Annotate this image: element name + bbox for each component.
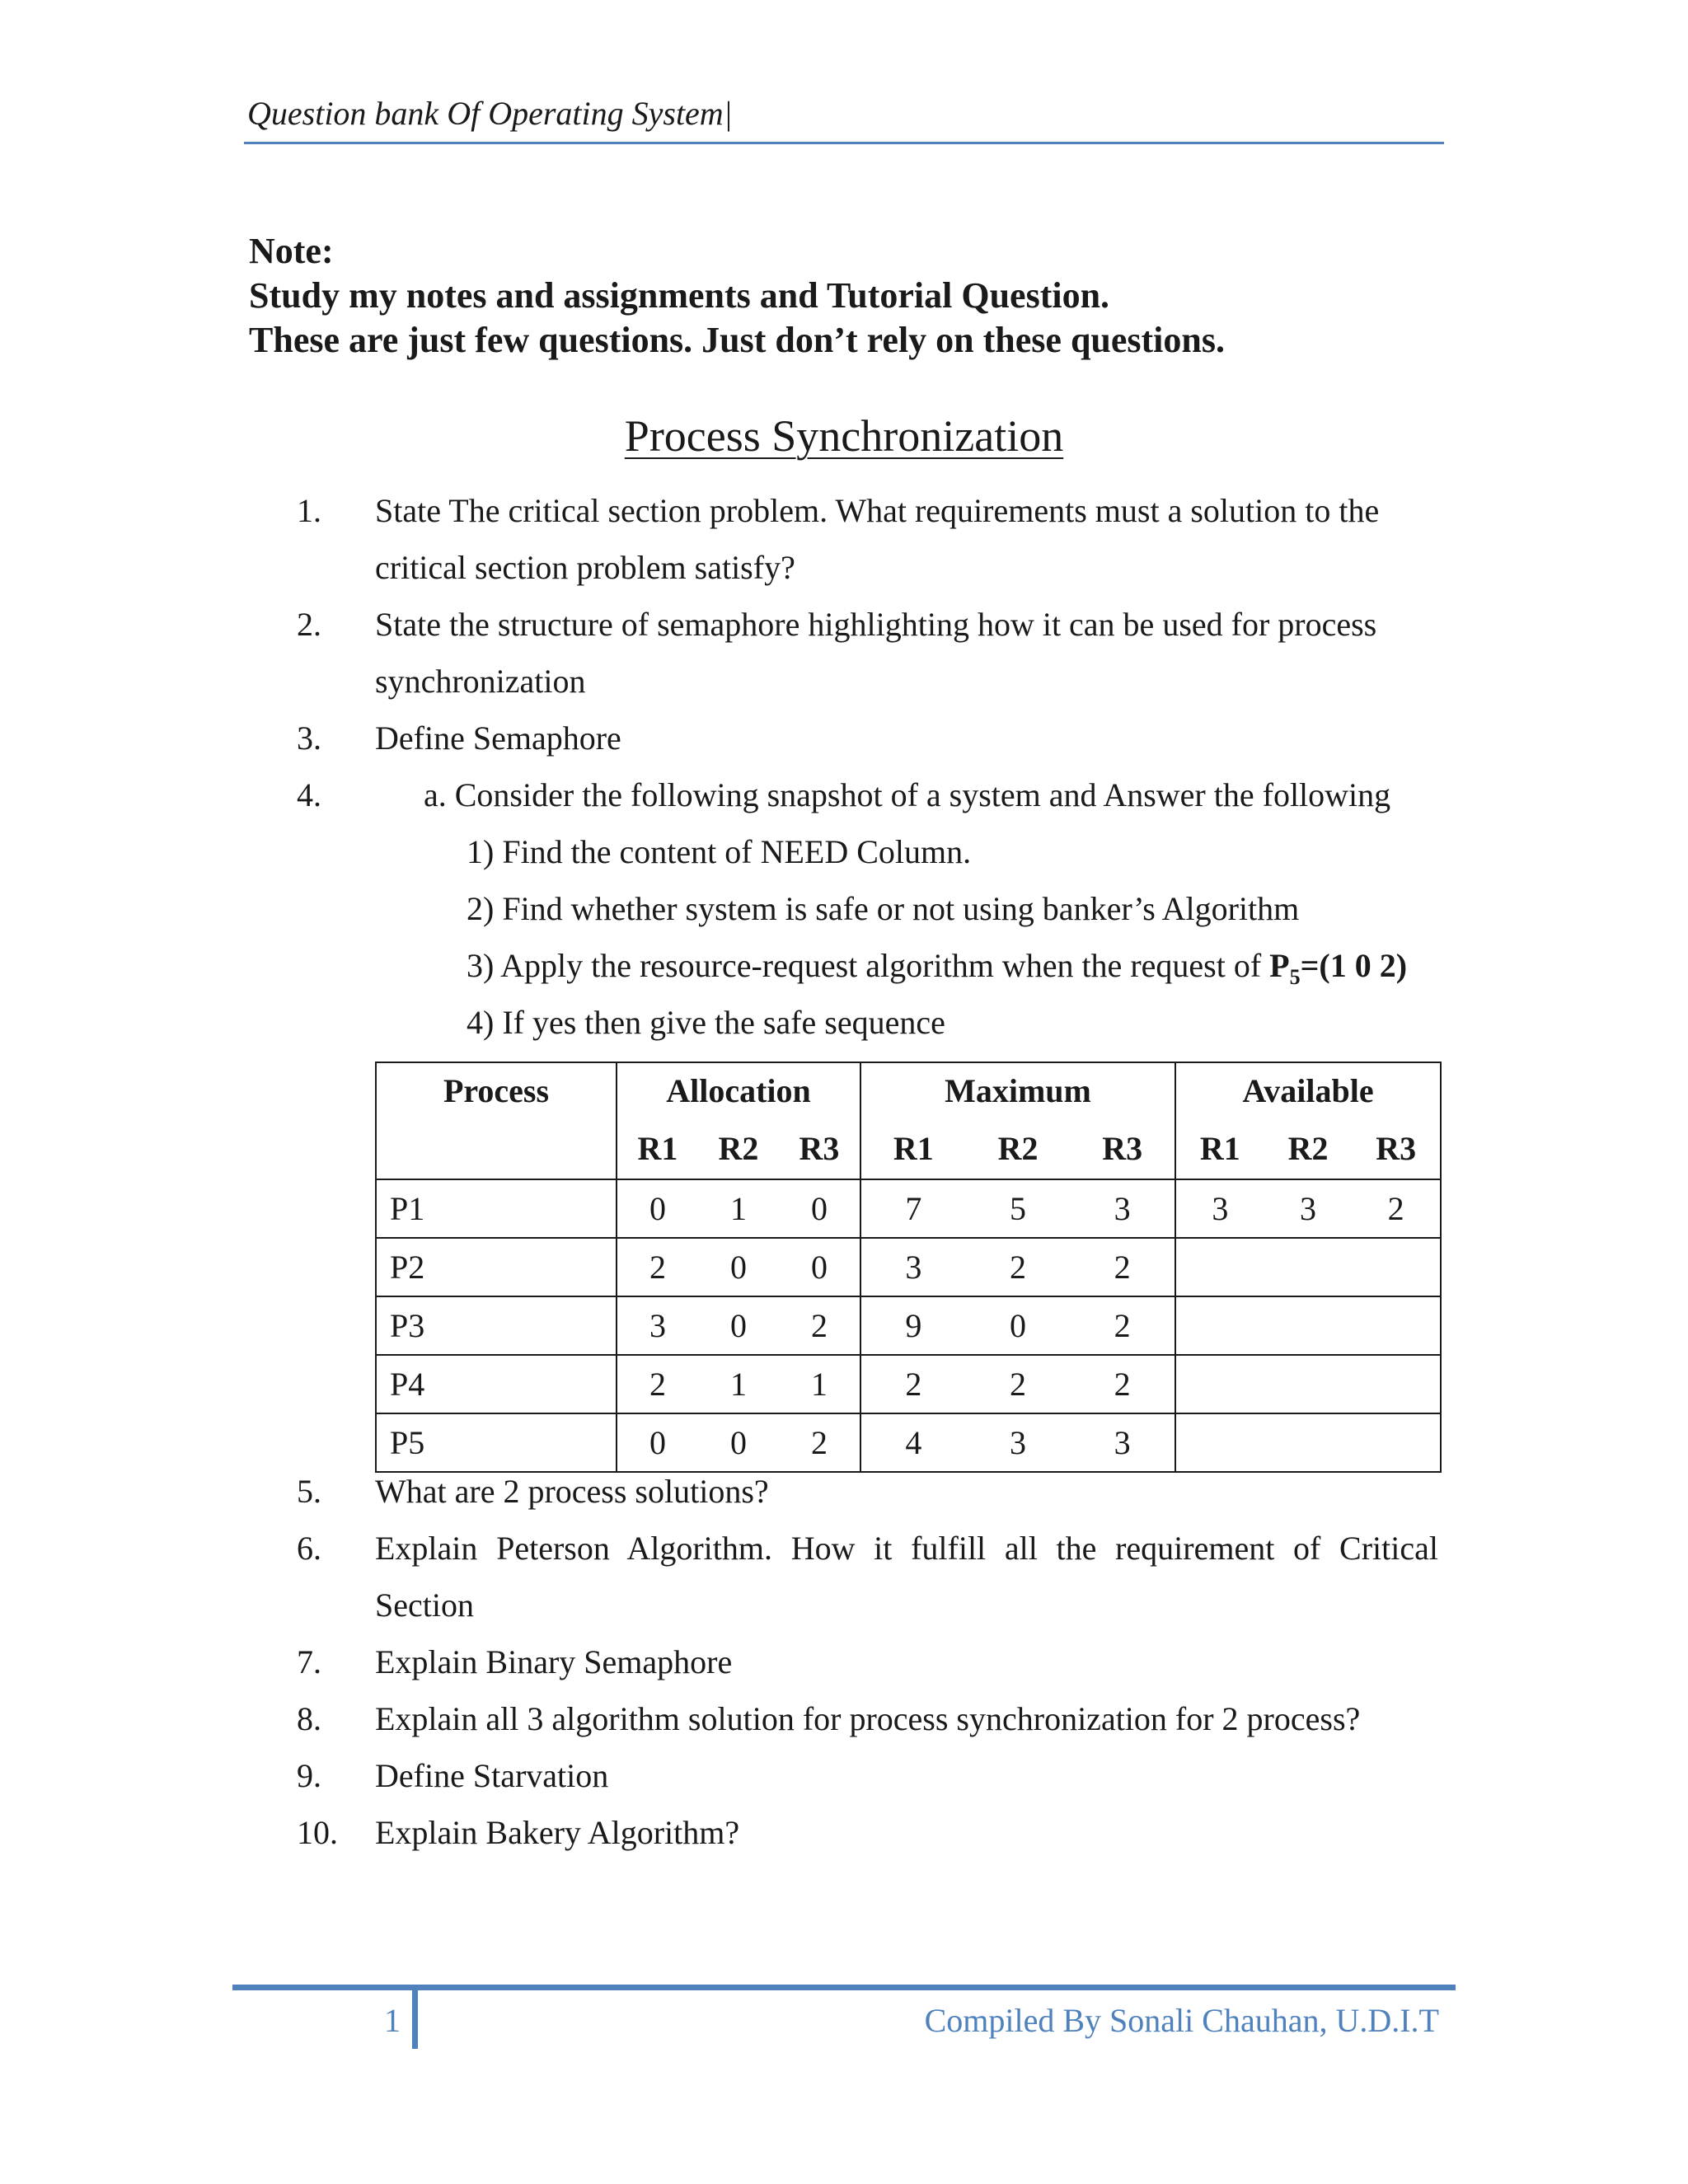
header-r1: R1 xyxy=(1199,1130,1240,1167)
question-number: 9. xyxy=(297,1757,321,1794)
section-title: Process Synchronization xyxy=(624,411,1064,461)
value-cell: 2 xyxy=(1114,1249,1131,1286)
maximum-cell xyxy=(860,1355,1175,1413)
value-cell: 0 xyxy=(649,1190,666,1227)
question-number: 5. xyxy=(297,1473,321,1510)
process-cell: P2 xyxy=(376,1238,617,1296)
running-header: Question bank Of Operating System| xyxy=(247,95,733,132)
header-maximum-cell xyxy=(860,1062,1175,1179)
sub-question: 2) Find whether system is safe or not using banker’s Algorithm xyxy=(467,890,1300,927)
value-cell: 2 xyxy=(649,1249,666,1286)
header-allocation-cell xyxy=(617,1062,860,1179)
value-cell: 0 xyxy=(649,1424,666,1461)
value-cell: 3 xyxy=(1114,1190,1131,1227)
header-available-cell xyxy=(1175,1062,1441,1179)
process-cell: P3 xyxy=(376,1296,617,1355)
allocation-cell xyxy=(617,1179,860,1238)
value-cell: 9 xyxy=(905,1307,922,1344)
question-text: Section xyxy=(375,1586,474,1624)
header-r3: R3 xyxy=(799,1130,840,1167)
question-text: State the structure of semaphore highlighting how it can be used for process xyxy=(375,606,1377,643)
maximum-cell xyxy=(860,1296,1175,1355)
value-cell: 4 xyxy=(905,1424,922,1461)
value-cell: 2 xyxy=(811,1307,828,1344)
value-cell: 0 xyxy=(1010,1307,1026,1344)
available-cell xyxy=(1175,1355,1441,1413)
header-allocation: Allocation xyxy=(666,1072,811,1109)
question-number: 1. xyxy=(297,492,321,529)
value-cell: 2 xyxy=(1010,1366,1026,1403)
header-r1: R1 xyxy=(893,1130,934,1167)
value-cell: 2 xyxy=(905,1366,922,1403)
sub-question: 1) Find the content of NEED Column. xyxy=(467,833,972,870)
value-cell: 2 xyxy=(1114,1366,1131,1403)
value-cell: 1 xyxy=(730,1190,747,1227)
header-process-cell xyxy=(376,1062,617,1179)
question-text: What are 2 process solutions? xyxy=(375,1473,769,1510)
process-cell: P4 xyxy=(376,1355,617,1413)
available-cell xyxy=(1175,1413,1441,1472)
question-text: critical section problem satisfy? xyxy=(375,549,795,586)
question-text: a. Consider the following snapshot of a system and Answer the following xyxy=(424,776,1391,813)
value-cell: 0 xyxy=(811,1249,828,1286)
process-cell: P5 xyxy=(376,1413,617,1472)
header-r2: R2 xyxy=(718,1130,759,1167)
table-row xyxy=(376,1296,1441,1355)
value-cell: 0 xyxy=(730,1307,747,1344)
header-r2: R2 xyxy=(997,1130,1039,1167)
maximum-cell xyxy=(860,1413,1175,1472)
value-cell: 0 xyxy=(730,1249,747,1286)
value-cell: 3 xyxy=(1300,1190,1316,1227)
allocation-cell xyxy=(617,1296,860,1355)
question-text: Explain all 3 algorithm solution for process synchronization for 2 process? xyxy=(375,1700,1361,1737)
value-cell: 0 xyxy=(811,1190,828,1227)
question-number: 10. xyxy=(297,1814,338,1851)
note-line-1: Study my notes and assignments and Tutorial Question. xyxy=(249,275,1110,316)
table-row xyxy=(376,1179,1441,1238)
page-number: 1 xyxy=(384,2002,401,2039)
process-label: P xyxy=(1269,947,1290,984)
table-header-row xyxy=(376,1062,1441,1179)
allocation-cell xyxy=(617,1413,860,1472)
note-line-2: These are just few questions. Just don’t rely on these questions. xyxy=(249,320,1226,360)
sub-question-text: 3) Apply the resource-request algorithm when the request of xyxy=(467,947,1270,984)
maximum-cell xyxy=(860,1238,1175,1296)
question-text: State The critical section problem. What requirements must a solution to the xyxy=(375,492,1380,529)
allocation-cell xyxy=(617,1238,860,1296)
value-cell: 2 xyxy=(1010,1249,1026,1286)
question-text: Explain Binary Semaphore xyxy=(375,1643,733,1680)
process-subscript: 5 xyxy=(1289,965,1301,989)
value-cell: 2 xyxy=(649,1366,666,1403)
table-row xyxy=(376,1355,1441,1413)
question-text: Define Starvation xyxy=(375,1757,609,1794)
note-block xyxy=(249,229,1225,363)
process-cell: P1 xyxy=(376,1179,617,1238)
header-r3: R3 xyxy=(1102,1130,1143,1167)
header-r3: R3 xyxy=(1376,1130,1417,1167)
value-cell: 0 xyxy=(730,1424,747,1461)
value-cell: 2 xyxy=(1114,1307,1131,1344)
footer-divider xyxy=(412,1986,418,2049)
value-cell: 7 xyxy=(905,1190,922,1227)
value-cell: 3 xyxy=(649,1307,666,1344)
question-text: Define Semaphore xyxy=(375,719,621,757)
question-number: 6. xyxy=(297,1530,321,1567)
value-cell: 1 xyxy=(811,1366,828,1403)
question-text: synchronization xyxy=(375,663,586,700)
header-available: Available xyxy=(1242,1072,1374,1109)
footer-credit: Compiled By Sonali Chauhan, U.D.I.T xyxy=(924,2002,1439,2039)
note-label: Note: xyxy=(249,231,334,271)
request-vector: =(1 0 2) xyxy=(1300,947,1408,984)
value-cell: 3 xyxy=(1010,1424,1026,1461)
available-cell xyxy=(1175,1238,1441,1296)
table-row xyxy=(376,1413,1441,1472)
header-rule xyxy=(244,142,1444,144)
question-text: Explain Peterson Algorithm. How it fulfill all the requirement of Critical xyxy=(375,1530,1438,1567)
maximum-cell xyxy=(860,1179,1175,1238)
value-cell: 3 xyxy=(1212,1190,1229,1227)
table-row xyxy=(376,1238,1441,1296)
value-cell: 2 xyxy=(811,1424,828,1461)
header-process: Process xyxy=(443,1072,550,1109)
value-cell: 5 xyxy=(1010,1190,1026,1227)
header-r1: R1 xyxy=(637,1130,678,1167)
value-cell: 3 xyxy=(905,1249,922,1286)
header-maximum: Maximum xyxy=(945,1072,1091,1109)
question-number: 7. xyxy=(297,1643,321,1680)
resource-table xyxy=(375,1062,1442,1473)
value-cell: 2 xyxy=(1387,1190,1404,1227)
available-cell xyxy=(1175,1179,1441,1238)
question-number: 2. xyxy=(297,606,321,643)
question-number: 8. xyxy=(297,1700,321,1737)
available-cell xyxy=(1175,1296,1441,1355)
question-text: Explain Bakery Algorithm? xyxy=(375,1814,740,1851)
value-cell: 3 xyxy=(1114,1424,1131,1461)
sub-question xyxy=(467,946,1407,990)
value-cell: 1 xyxy=(730,1366,747,1403)
sub-question: 4) If yes then give the safe sequence xyxy=(467,1004,945,1041)
question-number: 4. xyxy=(297,776,321,813)
question-number: 3. xyxy=(297,719,321,757)
allocation-cell xyxy=(617,1355,860,1413)
header-r2: R2 xyxy=(1287,1130,1329,1167)
